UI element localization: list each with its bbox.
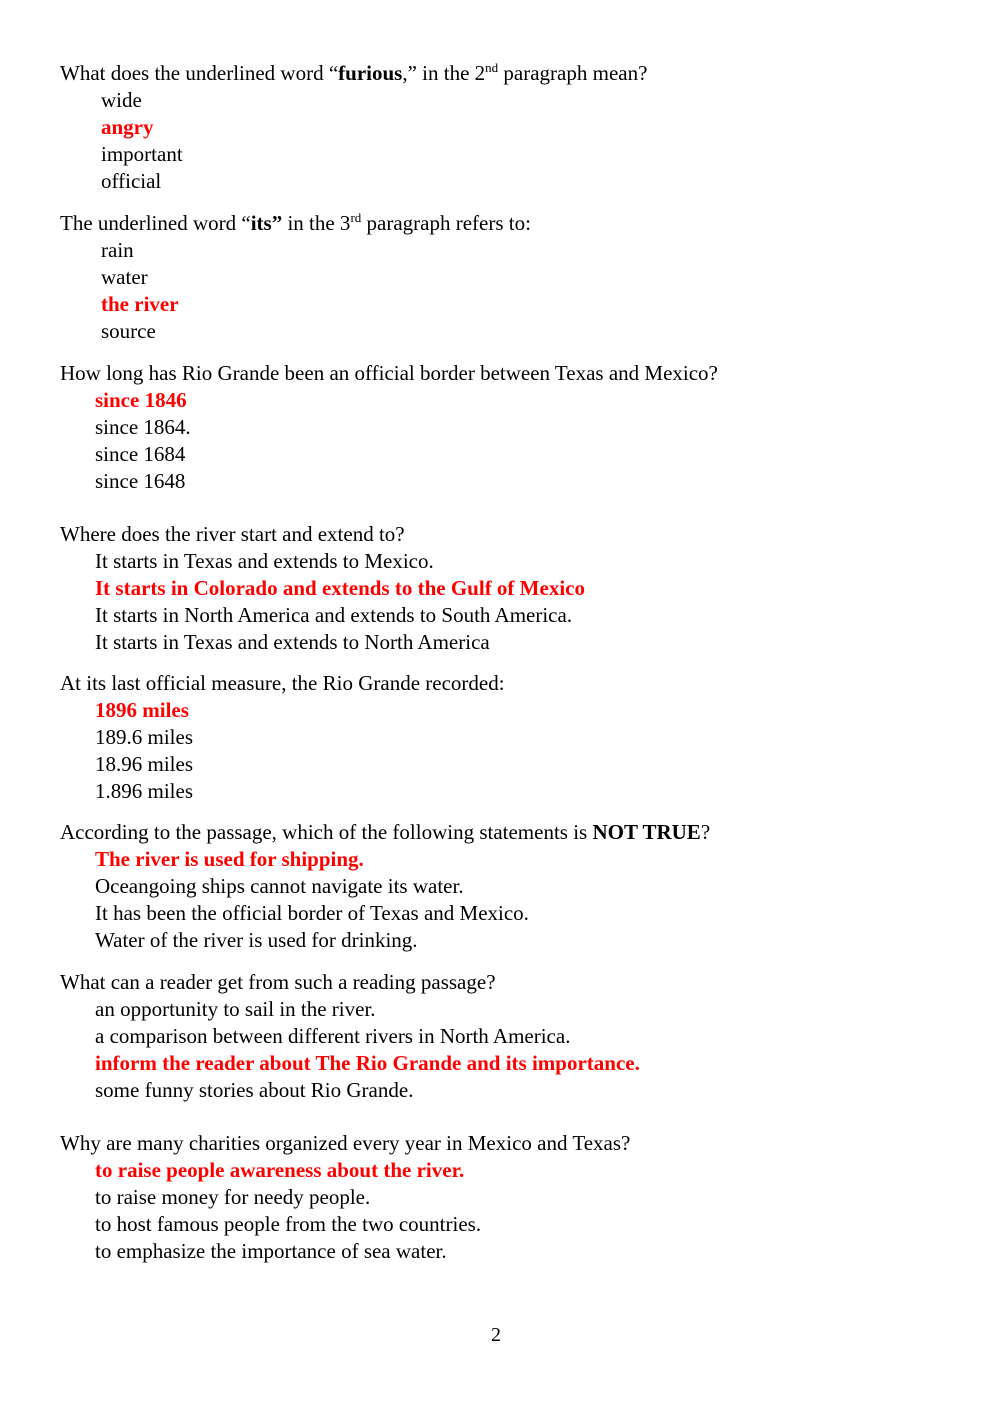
answer-option[interactable]: water: [101, 265, 148, 289]
question-text: What can a reader get from such a reading passage?: [60, 970, 496, 994]
answer-option[interactable]: to host famous people from the two countries.: [95, 1212, 482, 1236]
answer-option[interactable]: to raise money for needy people.: [95, 1185, 371, 1209]
answer-option-correct[interactable]: inform the reader about The Rio Grande and its importance.: [95, 1051, 640, 1075]
answer-option[interactable]: It has been the official border of Texas and Mexico.: [95, 901, 529, 925]
answer-option[interactable]: It starts in Texas and extends to Mexico.: [95, 549, 434, 573]
answer-option[interactable]: source: [101, 319, 156, 343]
answer-option[interactable]: an opportunity to sail in the river.: [95, 997, 376, 1021]
answer-option[interactable]: since 1648: [95, 469, 186, 493]
page-number: 2: [491, 1324, 501, 1346]
answer-option[interactable]: some funny stories about Rio Grande.: [95, 1078, 414, 1102]
answer-option[interactable]: Water of the river is used for drinking.: [95, 928, 418, 952]
question-5: [60, 670, 505, 805]
answer-option[interactable]: since 1864.: [95, 415, 191, 439]
answer-option[interactable]: 1.896 miles: [95, 779, 193, 803]
answer-option-correct[interactable]: angry: [101, 115, 154, 139]
answer-option-correct[interactable]: The river is used for shipping.: [95, 847, 364, 871]
question-8: [60, 1130, 630, 1265]
answer-option-correct[interactable]: since 1846: [95, 388, 187, 412]
question-7: [60, 969, 640, 1104]
answer-option[interactable]: Oceangoing ships cannot navigate its water.: [95, 874, 464, 898]
question-text: At its last official measure, the Rio Grande recorded:: [60, 671, 505, 695]
question-2: [60, 210, 531, 345]
answer-option[interactable]: It starts in Texas and extends to North America: [95, 630, 490, 654]
question-text: Where does the river start and extend to?: [60, 522, 405, 546]
question-text: The underlined word “its” in the 3rd paragraph refers to:: [60, 210, 531, 235]
answer-option[interactable]: to emphasize the importance of sea water.: [95, 1239, 447, 1263]
question-text: According to the passage, which of the following statements is NOT TRUE?: [60, 820, 711, 844]
answer-option[interactable]: 189.6 miles: [95, 725, 193, 749]
answer-option[interactable]: wide: [101, 88, 142, 112]
answer-option-correct[interactable]: 1896 miles: [95, 698, 189, 722]
question-text: Why are many charities organized every year in Mexico and Texas?: [60, 1131, 631, 1155]
answer-option[interactable]: a comparison between different rivers in North America.: [95, 1024, 571, 1048]
answer-option-correct[interactable]: to raise people awareness about the river.: [95, 1158, 465, 1182]
question-3: [60, 360, 718, 495]
question-1: [60, 60, 647, 195]
answer-option-correct[interactable]: the river: [101, 292, 179, 316]
answer-option-correct[interactable]: It starts in Colorado and extends to the Gulf of Mexico: [95, 576, 585, 600]
answer-option[interactable]: official: [101, 169, 162, 193]
question-text: How long has Rio Grande been an official border between Texas and Mexico?: [60, 361, 718, 385]
question-text: What does the underlined word “furious,” in the 2nd paragraph mean?: [60, 60, 648, 85]
question-4: [60, 521, 585, 656]
answer-option[interactable]: important: [101, 142, 183, 166]
answer-option[interactable]: It starts in North America and extends to South America.: [95, 603, 573, 627]
answer-option[interactable]: since 1684: [95, 442, 186, 466]
answer-option[interactable]: 18.96 miles: [95, 752, 193, 776]
question-6: [60, 819, 710, 954]
answer-option[interactable]: rain: [101, 238, 134, 262]
